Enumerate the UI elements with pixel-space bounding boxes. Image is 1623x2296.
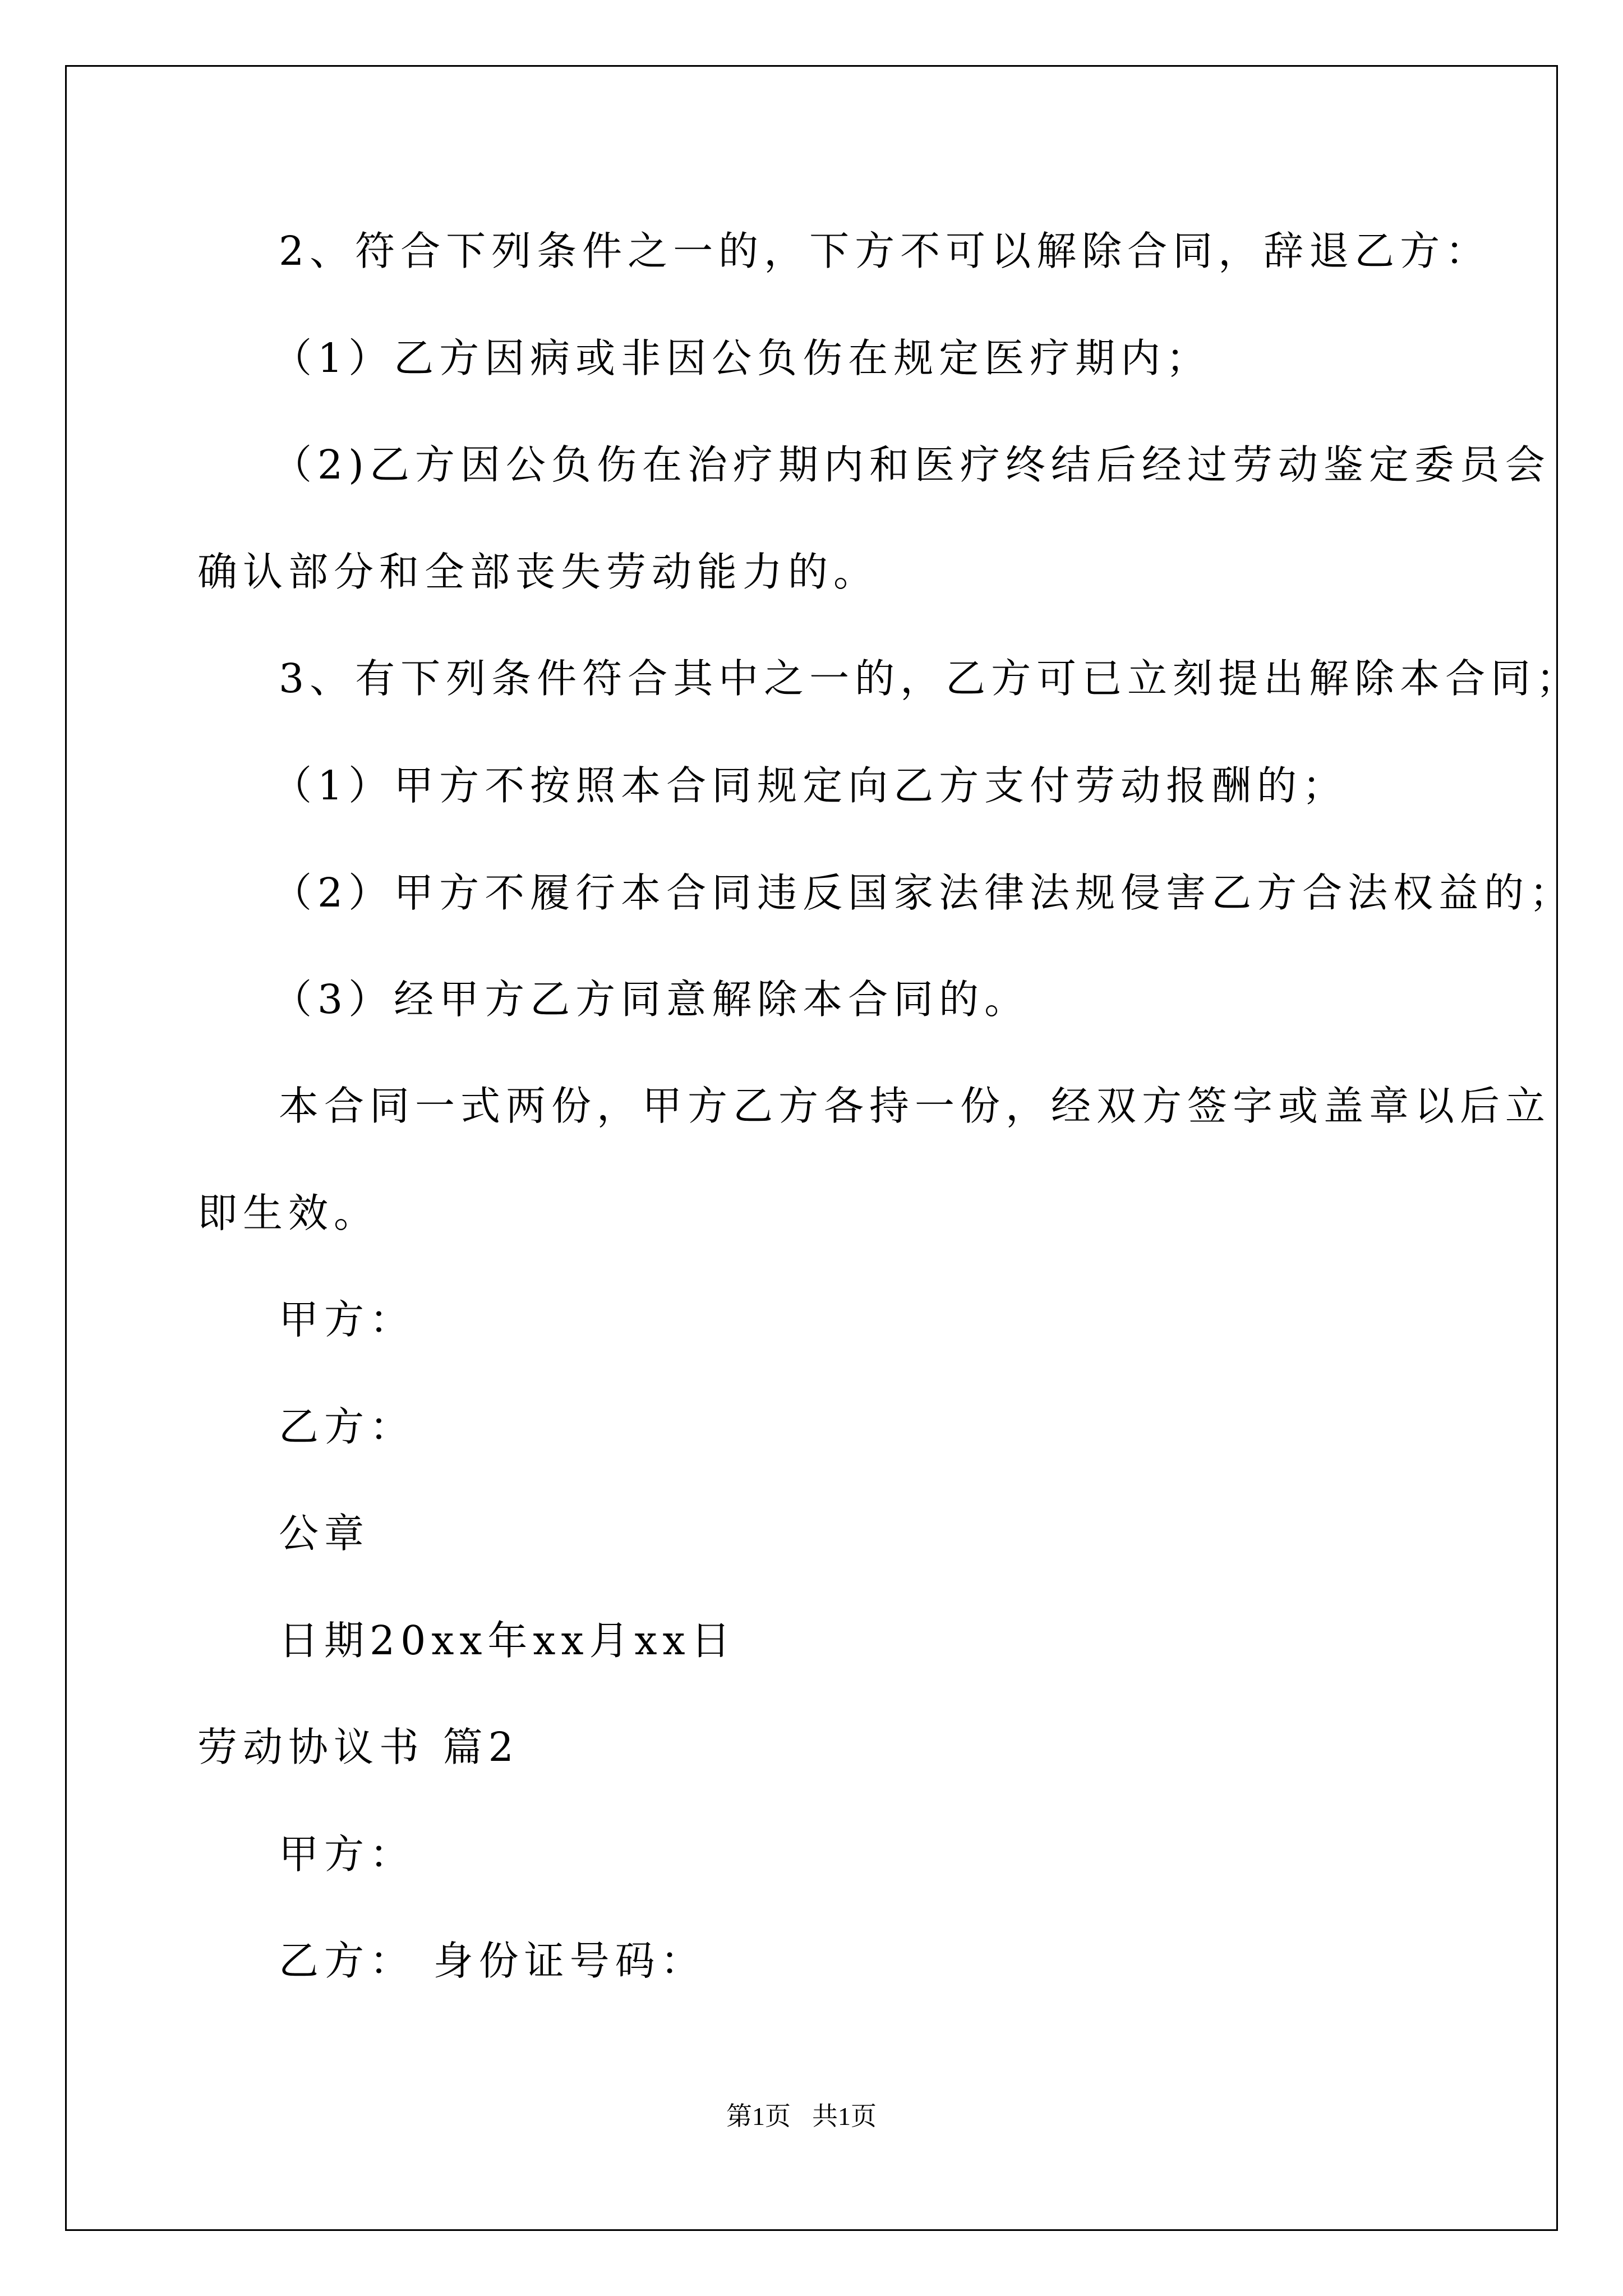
copies-paragraph: 本合同一式两份，甲方乙方各持一份，经双方签字或盖章以后立 bbox=[279, 1083, 1551, 1129]
section-heading-2: 劳动协议书 篇2 bbox=[197, 1724, 519, 1770]
date-line: 日期20xx年xx月xx日 bbox=[279, 1617, 736, 1664]
clause-3-heading: 3、有下列条件符合其中之一的，乙方可已立刻提出解除本合同； bbox=[279, 655, 1582, 702]
clause-2-item-1: （1）乙方因病或非因公负伤在规定医疗期内； bbox=[272, 335, 1212, 381]
clause-2-item-2: （2)乙方因公负伤在治疗期内和医疗终结后经过劳动鉴定委员会 bbox=[272, 441, 1551, 488]
copies-paragraph-cont: 即生效。 bbox=[197, 1190, 380, 1236]
page-footer bbox=[726, 2096, 898, 2133]
party-a-field: 甲方： bbox=[279, 1831, 416, 1878]
page-number: 第1页 bbox=[726, 2102, 791, 2131]
party-a-signature: 甲方： bbox=[279, 1296, 416, 1343]
official-seal-label: 公章 bbox=[279, 1510, 370, 1557]
party-b-id-field: 乙方： 身份证号码： bbox=[279, 1938, 706, 1984]
clause-3-item-3: （3）经甲方乙方同意解除本合同的。 bbox=[272, 976, 1030, 1023]
party-b-signature: 乙方： bbox=[279, 1404, 416, 1450]
clause-3-item-2: （2）甲方不履行本合同违反国家法律法规侵害乙方合法权益的； bbox=[272, 869, 1575, 916]
clause-2-item-2-cont: 确认部分和全部丧失劳动能力的。 bbox=[197, 549, 879, 595]
clause-3-item-1: （1）甲方不按照本合同规定向乙方支付劳动报酬的； bbox=[272, 762, 1348, 809]
total-pages: 共1页 bbox=[812, 2102, 877, 2131]
clause-2-heading: 2、符合下列条件之一的，下方不可以解除合同，辞退乙方： bbox=[279, 228, 1491, 274]
